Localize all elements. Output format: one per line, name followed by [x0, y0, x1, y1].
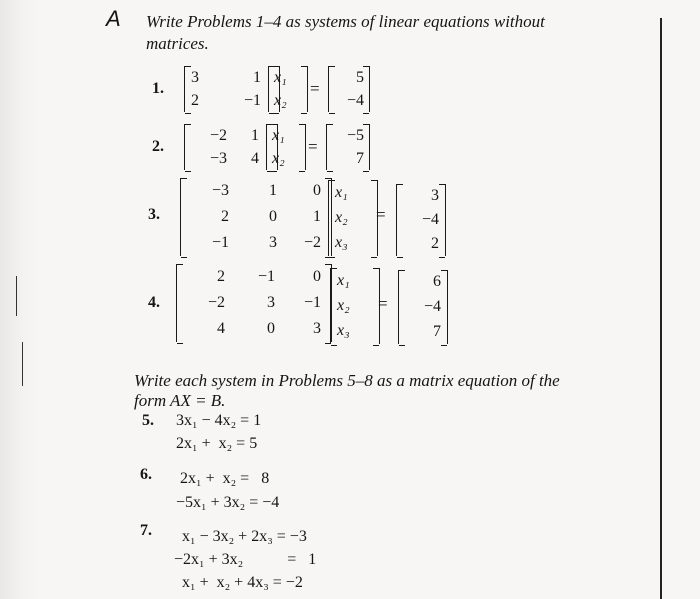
right-margin-rule	[660, 18, 662, 599]
matrix-cell: 1	[313, 208, 321, 225]
problem-number: 1.	[152, 80, 164, 97]
variable-cell: x₁	[274, 68, 287, 86]
matrix-cell: 3	[313, 320, 321, 337]
matrix-cell: 2	[217, 268, 225, 285]
variable-cell: x₂	[337, 296, 350, 314]
constant-cell: −4	[421, 211, 439, 228]
page-edge-shadow	[0, 0, 40, 599]
variable-cell: x₃	[337, 322, 350, 340]
matrix-cell: −2	[207, 294, 225, 311]
equation-line: −5x₁ + 3x₂ = −4	[176, 494, 280, 511]
problem-number: 3.	[148, 206, 160, 223]
variable-cell: x₂	[272, 149, 285, 167]
section-heading-line1: Write Problems 1–4 as systems of linear equations without	[146, 12, 545, 31]
constant-vector	[398, 270, 448, 344]
problem-number: 2.	[152, 138, 164, 155]
matrix-cell: −3	[211, 182, 229, 199]
constant-cell: 7	[433, 322, 441, 340]
coefficient-matrix	[176, 264, 332, 342]
variable-cell: x₂	[335, 208, 348, 226]
matrix-cell: 3	[267, 294, 275, 311]
section-letter: A	[106, 6, 121, 31]
matrix-cell: 4	[217, 320, 225, 337]
variable-vector	[328, 180, 378, 256]
matrix-cell: −1	[257, 268, 275, 285]
matrix-cell: 4	[251, 149, 259, 167]
variable-cell: x₁	[335, 183, 348, 201]
problem-number: 7.	[140, 522, 152, 539]
equals-sign: =	[310, 79, 320, 98]
variable-vector	[330, 268, 380, 344]
constant-vector	[328, 66, 370, 112]
section-heading-line2: matrices.	[146, 34, 209, 53]
matrix-cell: −3	[209, 149, 227, 167]
page-crease-line	[22, 342, 23, 386]
matrix-cell: −2	[303, 234, 321, 251]
constant-cell: 6	[433, 273, 441, 291]
page-crease-line	[16, 276, 17, 316]
matrix-cell: 1	[251, 126, 259, 144]
matrix-cell: −2	[209, 126, 227, 144]
problem-number: 4.	[148, 294, 160, 311]
variable-vector	[268, 66, 308, 112]
constant-cell: 2	[431, 235, 439, 252]
matrix-cell: −1	[243, 91, 261, 109]
constant-cell: 5	[356, 68, 364, 86]
matrix-cell: 3	[269, 234, 277, 251]
constant-cell: −4	[423, 297, 441, 315]
constant-vector	[396, 184, 446, 256]
constant-cell: 3	[431, 187, 439, 204]
variable-cell: x₁	[337, 271, 350, 289]
matrix-cell: 2	[221, 208, 229, 225]
variable-vector	[266, 124, 306, 170]
coefficient-matrix	[184, 124, 278, 170]
equation-line: 2x₁ + x₂ = 8	[176, 470, 270, 487]
matrix-cell: 0	[313, 268, 321, 285]
matrix-cell: 0	[313, 182, 321, 199]
matrix-cell: −1	[303, 294, 321, 311]
coefficient-matrix	[184, 66, 280, 112]
matrix-cell: −1	[211, 234, 229, 251]
constant-cell: −5	[346, 126, 364, 144]
equals-sign: =	[378, 294, 388, 313]
equation-line: 2x₁ + x₂ = 5	[176, 435, 258, 452]
constant-cell: 7	[356, 149, 364, 167]
variable-cell: x₁	[272, 126, 285, 144]
matrix-cell: 1	[253, 68, 261, 86]
section2-heading-line2: form AX = B.	[134, 391, 226, 410]
equation-line: 3x₁ − 4x₂ = 1	[176, 412, 262, 429]
variable-cell: x₃	[335, 234, 348, 252]
variable-cell: x₂	[274, 91, 287, 109]
problem-number: 5.	[142, 412, 154, 429]
problem-number: 6.	[140, 466, 152, 483]
constant-vector	[326, 124, 370, 170]
equals-sign: =	[308, 137, 318, 156]
matrix-cell: 0	[269, 208, 277, 225]
equation-line: x₁ − 3x₂ + 2x₃ = −3	[174, 528, 307, 545]
equation-line: −2x₁ + 3x₂ = 1	[174, 551, 317, 568]
coefficient-matrix	[180, 178, 332, 256]
matrix-cell: 3	[191, 68, 199, 86]
equals-sign: =	[376, 205, 386, 224]
matrix-cell: 1	[269, 182, 277, 199]
equation-line: x₁ + x₂ + 4x₃ = −2	[174, 574, 303, 591]
matrix-cell: 2	[191, 91, 199, 109]
matrix-cell: 0	[267, 320, 275, 337]
constant-cell: −4	[346, 91, 364, 109]
section2-heading-line1: Write each system in Problems 5–8 as a matrix equation of the	[134, 371, 560, 390]
